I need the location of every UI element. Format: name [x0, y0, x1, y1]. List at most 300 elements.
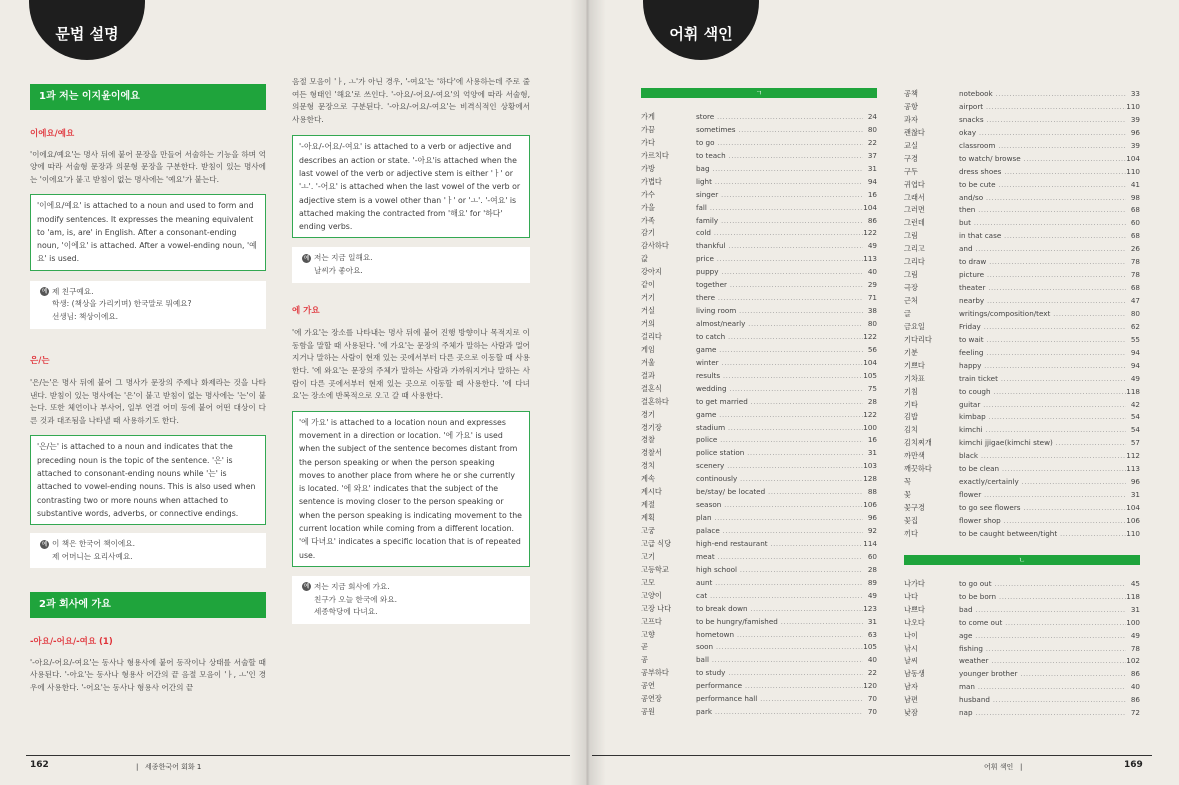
glossary-list-n	[904, 578, 1140, 720]
korean-word: 꼭	[904, 477, 911, 487]
english-meaning: ball .....	[696, 654, 863, 667]
example-line: 세종학당에 다녀요.	[314, 607, 378, 617]
glossary-entry	[904, 617, 1140, 630]
page-reference: 68	[1126, 230, 1140, 243]
page-reference: 41	[1126, 179, 1140, 192]
page-reference: 122	[863, 409, 877, 422]
korean-word: 감기	[641, 228, 655, 238]
english-meaning: park .....	[696, 706, 863, 719]
korean-word: 가끔	[641, 124, 655, 134]
glossary-entry	[641, 253, 877, 266]
glossary-entry	[641, 409, 877, 422]
korean-word: 겨울	[641, 357, 655, 367]
korean-word: 기차표	[904, 373, 925, 383]
page-reference: 86	[1126, 694, 1140, 707]
page-reference: 104	[863, 357, 877, 370]
korean-word: 기분	[904, 347, 918, 357]
english-meaning: and/so .....	[959, 192, 1126, 205]
page-reference: 54	[1126, 424, 1140, 437]
english-meaning: nearby .....	[959, 295, 1126, 308]
korean-word: 그리다	[904, 257, 925, 267]
glossary-entry	[904, 153, 1140, 166]
korean-word: 경기	[641, 409, 655, 419]
english-meaning: Friday .....	[959, 321, 1126, 334]
example-line: 저는 지금 회사에 가요.	[314, 581, 390, 591]
glossary-entry	[904, 424, 1140, 437]
page-reference: 112	[1126, 450, 1140, 463]
page-reference: 86	[863, 215, 877, 228]
english-meaning: price .....	[696, 253, 863, 266]
lesson-1-bar: 1과 저는 이지윤이에요	[30, 84, 266, 110]
glossary-entry	[904, 360, 1140, 373]
english-meaning: guitar .....	[959, 399, 1126, 412]
page-reference: 22	[863, 667, 877, 680]
glossary-entry	[904, 192, 1140, 205]
glossary-entry	[904, 373, 1140, 386]
english-meaning: results .....	[696, 370, 863, 383]
page-reference: 122	[863, 331, 877, 344]
glossary-entry	[904, 334, 1140, 347]
glossary-entry	[904, 437, 1140, 450]
korean-word: 계속	[641, 474, 655, 484]
english-meaning: classroom .....	[959, 140, 1126, 153]
english-meaning: kimchi .....	[959, 424, 1126, 437]
korean-word: 기타	[904, 399, 918, 409]
english-meaning: high-end restaurant .....	[696, 538, 863, 551]
example-icon: 예	[303, 254, 310, 262]
page-reference: 40	[863, 266, 877, 279]
page-reference: 29	[863, 279, 877, 292]
korean-word: 그리고	[904, 244, 925, 254]
korean-word: 기침	[904, 386, 918, 396]
page-reference: 80	[863, 318, 877, 331]
english-meaning: weather .....	[959, 655, 1126, 668]
korean-word: 고모	[641, 577, 655, 587]
english-meaning: to be cute .....	[959, 179, 1126, 192]
korean-word: 꽃	[904, 490, 911, 500]
korean-word: 결과	[641, 370, 655, 380]
book-gutter	[570, 0, 606, 785]
korean-word: 고양이	[641, 590, 662, 600]
glossary-entry	[641, 331, 877, 344]
glossary-entry	[904, 450, 1140, 463]
page-reference: 123	[863, 603, 877, 616]
page-reference: 16	[863, 434, 877, 447]
english-meaning: plan .....	[696, 512, 863, 525]
book-title-text: 세종한국어 회화 1	[145, 763, 202, 771]
korean-word: 나오다	[904, 617, 925, 627]
glossary-entry	[641, 344, 877, 357]
korean-word: 기쁘다	[904, 360, 925, 370]
korean-word: 나쁘다	[904, 604, 925, 614]
korean-word: 공연	[641, 681, 655, 691]
glossary-entry	[641, 564, 877, 577]
page-reference: 56	[863, 344, 877, 357]
glossary-entry	[641, 603, 877, 616]
page-reference: 98	[1126, 192, 1140, 205]
english-meaning: soon .....	[696, 641, 863, 654]
footer-book-title: | 세종한국어 회화 1	[136, 763, 202, 771]
glossary-entry	[904, 282, 1140, 295]
english-meaning: performance hall .....	[696, 693, 863, 706]
korean-word: 거기	[641, 293, 655, 303]
english-meaning: store .....	[696, 111, 863, 124]
example-line: 제 친구예요.	[52, 286, 94, 296]
glossary-entry	[641, 654, 877, 667]
korean-word: 고급 식당	[641, 538, 672, 548]
page-reference: 39	[1126, 114, 1140, 127]
korean-word: 고궁	[641, 526, 655, 535]
glossary-entry	[641, 370, 877, 383]
glossary-entry	[641, 616, 877, 629]
glossary-column-1	[641, 88, 877, 719]
korean-word: 꽃구경	[904, 503, 925, 512]
glossary-entry	[904, 230, 1140, 243]
glossary-entry	[641, 150, 877, 163]
page-reference: 114	[863, 538, 877, 551]
english-meaning: police .....	[696, 434, 863, 447]
page-reference: 94	[1126, 360, 1140, 373]
glossary-entry	[904, 502, 1140, 515]
korean-word: 극장	[904, 283, 918, 293]
korean-explanation-ieyo: '이에요/예요'는 명사 뒤에 붙어 문장을 만들어 서술하는 기능을 하며 억양에 따라 서술형 문장과 의문형 문장을 구분한다. 받침이 있는 명사에는 '이에요'가 붙고 받침이 없는 명사에는 '예요'가 붙는다.	[30, 149, 266, 184]
glossary-entry	[641, 512, 877, 525]
page-reference: 92	[863, 525, 877, 538]
korean-word: 그래서	[904, 192, 925, 202]
english-meaning: light .....	[696, 176, 863, 189]
english-explanation-ega: '에 가요' is attached to a location noun and expresses movement in a direction or location. '에 가요' is used when the subject of the sentence becomes distant from the person speaking or when the person speaking moves to another place from where he or she currently is located. '에 와요' indicates that the subject of the sentence is moving closer to the person speaking or when the person speaking is indicating movement to the current location while coming from a different location. '에 다녀요' indicates a specific location that is of repeated use.	[292, 411, 530, 567]
english-meaning: train ticket .....	[959, 373, 1126, 386]
english-meaning: performance .....	[696, 680, 863, 693]
glossary-entry	[904, 295, 1140, 308]
glossary-entry	[904, 347, 1140, 360]
glossary-entry	[641, 577, 877, 590]
english-meaning: to be clean .....	[959, 463, 1126, 476]
glossary-entry	[641, 460, 877, 473]
glossary-entry	[641, 422, 877, 435]
example-icon: 예	[41, 540, 48, 548]
korean-word: 걸리다	[641, 331, 662, 341]
section-title-eunneun: 은/는	[30, 355, 50, 366]
page-reference: 106	[1126, 515, 1140, 528]
glossary-entry	[641, 434, 877, 447]
glossary-entry	[904, 179, 1140, 192]
korean-word: 근처	[904, 296, 918, 305]
page-reference: 104	[1126, 502, 1140, 515]
english-meaning: to catch .....	[696, 331, 863, 344]
glossary-entry	[641, 240, 877, 253]
glossary-entry	[904, 489, 1140, 502]
korean-word: 끼다	[904, 528, 918, 538]
glossary-entry	[904, 321, 1140, 334]
korean-word: 귀엽다	[904, 179, 925, 189]
korean-word: 날씨	[904, 656, 918, 666]
korean-word: 낮잠	[904, 708, 918, 718]
grammar-header-badge	[29, 0, 145, 60]
page-reference: 49	[1126, 630, 1140, 643]
english-meaning: okay .....	[959, 127, 1126, 140]
page-reference: 49	[863, 240, 877, 253]
glossary-entry	[904, 166, 1140, 179]
english-meaning: wedding .....	[696, 383, 863, 396]
korean-word: 가볍다	[641, 176, 662, 186]
page-reference: 110	[1126, 101, 1140, 114]
english-meaning: game .....	[696, 409, 863, 422]
korean-explanation-ega: '에 가요'는 장소를 나타내는 명사 뒤에 붙어 진행 방향이나 목적지로 이동함을 말할 때 사용된다. '에 가요'는 문장의 주체가 말하는 사람과 멀어지거나 말하는 사람이 현재 있는 곳에서부터 다른 곳으로 이동할 때 사용한다. '에 와요'는 문장의 주체가 말하는 사람과 가까워지거나 말하는 사람이 다른 곳에서부터 현재 있는 곳으로 이동할 때 사용한다. '에 다녀요'는 장소에 반복적으로 오고 갈 때 사용한다.	[292, 328, 530, 401]
page-reference: 86	[1126, 668, 1140, 681]
korean-explanation-ayo: '-아요/-어요/-여요'는 동사나 형용사에 붙어 동작이나 상태를 서술할 때 사용된다. '-아요'는 동사나 형용사 어간의 끝 음절 모음이 'ㅏ, ㅗ'인 경우에 사용한다. '-어요'는 동사나 형용사 어간의 끝	[30, 657, 266, 693]
page-reference: 113	[1126, 463, 1140, 476]
english-meaning: to teach .....	[696, 150, 863, 163]
korean-word: 값	[641, 254, 648, 264]
english-meaning: and .....	[959, 243, 1126, 256]
korean-word: 기다리다	[904, 334, 932, 344]
page-reference: 113	[863, 253, 877, 266]
glossary-entry	[904, 269, 1140, 282]
page-reference: 24	[863, 111, 877, 124]
glossary-entry	[904, 707, 1140, 720]
english-meaning: in that case .....	[959, 230, 1126, 243]
page-reference: 60	[863, 551, 877, 564]
english-meaning: husband .....	[959, 694, 1126, 707]
english-meaning: to draw .....	[959, 256, 1126, 269]
korean-word: 고향	[641, 629, 655, 639]
glossary-entry	[904, 604, 1140, 617]
page-reference: 100	[1126, 617, 1140, 630]
glossary-entry	[641, 189, 877, 202]
korean-word: 글	[904, 308, 911, 318]
page-reference: 49	[1126, 373, 1140, 386]
english-meaning: but .....	[959, 217, 1126, 230]
english-meaning: be/stay/ be located .....	[696, 486, 863, 499]
english-meaning: to break down .....	[696, 603, 863, 616]
example-line: 제 어머니는 요리사예요.	[52, 551, 133, 561]
page-reference: 103	[863, 460, 877, 473]
page-reference: 78	[1126, 256, 1140, 269]
korean-word: 감사하다	[641, 241, 669, 251]
page-reference: 71	[863, 292, 877, 305]
korean-explanation-ayo-cont: 음절 모음이 'ㅏ, ㅗ'가 아닌 경우, '-여요'는 '하다'에 사용하는데 주로 줄여든 형태인 '해요'로 쓰인다. '-아요/-어요/-여요'의 억양에 따라 서술형, 의문형 문장으로 구분된다. '-아요/-어요/-여요'는 비격식적인 상황에서 사용한다.	[292, 77, 530, 124]
english-meaning: living room .....	[696, 305, 863, 318]
glossary-entry	[904, 386, 1140, 399]
korean-word: 경치	[641, 461, 655, 471]
glossary-entry	[904, 88, 1140, 101]
page-reference: 31	[863, 163, 877, 176]
korean-word: 나이	[904, 630, 918, 640]
english-meaning: meat .....	[696, 551, 863, 564]
english-meaning: dress shoes .....	[959, 166, 1126, 179]
english-meaning: scenery .....	[696, 460, 863, 473]
english-meaning: to go out .....	[959, 578, 1126, 591]
english-meaning: kimchi jjigae(kimchi stew) .....	[959, 437, 1126, 450]
english-meaning: to be hungry/famished .....	[696, 616, 863, 629]
page-reference: 45	[1126, 578, 1140, 591]
page-reference: 89	[863, 577, 877, 590]
glossary-entry	[641, 279, 877, 292]
glossary-entry	[641, 305, 877, 318]
english-meaning: cold .....	[696, 227, 863, 240]
korean-word: 꽃집	[904, 515, 918, 525]
page-reference: 42	[1126, 399, 1140, 412]
glossary-entry	[641, 357, 877, 370]
english-meaning: bad .....	[959, 604, 1126, 617]
english-meaning: singer .....	[696, 189, 863, 202]
page-reference: 88	[863, 486, 877, 499]
glossary-entry	[641, 641, 877, 654]
page-reference: 60	[1126, 217, 1140, 230]
korean-word: 경찰서	[641, 448, 662, 458]
glossary-entry	[904, 630, 1140, 643]
example-line: 친구가 오늘 한국에 와요.	[314, 594, 398, 604]
page-reference: 78	[1126, 643, 1140, 656]
page-reference: 96	[1126, 127, 1140, 140]
footer-title-text: 어휘 색인	[984, 763, 1014, 771]
glossary-entry	[904, 655, 1140, 668]
glossary-entry	[904, 578, 1140, 591]
english-meaning: snacks .....	[959, 114, 1126, 127]
glossary-entry	[641, 124, 877, 137]
glossary-entry	[904, 528, 1140, 541]
footer-divider	[26, 755, 570, 756]
page-reference: 39	[1126, 140, 1140, 153]
page-reference: 118	[1126, 386, 1140, 399]
page-reference: 63	[863, 629, 877, 642]
glossary-entry	[904, 114, 1140, 127]
section-band-n: ㄴ	[904, 555, 1140, 565]
korean-word: 김치	[904, 425, 918, 435]
english-meaning: thankful .....	[696, 240, 863, 253]
glossary-entry	[641, 590, 877, 603]
english-meaning: puppy .....	[696, 266, 863, 279]
left-page	[0, 0, 586, 785]
glossary-entry	[641, 629, 877, 642]
korean-word: 공책	[904, 89, 918, 98]
english-meaning: almost/nearly .....	[696, 318, 863, 331]
glossary-entry	[904, 681, 1140, 694]
english-meaning: to wait .....	[959, 334, 1126, 347]
english-meaning: fishing .....	[959, 643, 1126, 656]
glossary-entry	[904, 668, 1140, 681]
english-meaning: to go .....	[696, 137, 863, 150]
english-meaning: man .....	[959, 681, 1126, 694]
page-reference: 110	[1126, 166, 1140, 179]
glossary-entry	[641, 318, 877, 331]
english-meaning: picture .....	[959, 269, 1126, 282]
page-reference: 78	[1126, 269, 1140, 282]
korean-word: 그런데	[904, 218, 925, 228]
english-meaning: kimbap .....	[959, 411, 1126, 424]
english-meaning: to watch/ browse .....	[959, 153, 1126, 166]
korean-word: 같이	[641, 280, 655, 290]
korean-word: 나다	[904, 591, 918, 601]
glossary-entry	[641, 396, 877, 409]
glossary-entry	[904, 694, 1140, 707]
index-header-title: 어휘 색인	[669, 25, 733, 43]
glossary-entry	[641, 215, 877, 228]
page-reference: 128	[863, 473, 877, 486]
korean-word: 고프다	[641, 616, 662, 626]
glossary-entry	[641, 525, 877, 538]
page-reference: 38	[863, 305, 877, 318]
english-meaning: to come out .....	[959, 617, 1126, 630]
korean-word: 계절	[641, 500, 655, 510]
glossary-entry	[641, 551, 877, 564]
page-reference: 47	[1126, 295, 1140, 308]
page-reference: 22	[863, 137, 877, 150]
page-reference: 37	[863, 150, 877, 163]
page-reference: 80	[863, 124, 877, 137]
korean-word: 공원	[641, 707, 655, 717]
example-line: 날씨가 좋아요.	[314, 266, 363, 276]
korean-word: 경기장	[641, 422, 662, 432]
korean-word: 거실	[641, 306, 655, 316]
korean-word: 그러면	[904, 205, 925, 215]
example-line: 학생: (책상을 가리키며) 한국말로 뭐예요?	[52, 299, 192, 309]
english-meaning: winter .....	[696, 357, 863, 370]
english-meaning: to go see flowers .....	[959, 502, 1126, 515]
english-meaning: flower .....	[959, 489, 1126, 502]
glossary-entry	[641, 706, 877, 719]
glossary-entry	[641, 473, 877, 486]
korean-word: 고장 나다	[641, 603, 672, 613]
korean-word: 결혼하다	[641, 396, 669, 406]
page-reference: 110	[1126, 528, 1140, 541]
glossary-entry	[641, 202, 877, 215]
english-meaning: notebook .....	[959, 88, 1126, 101]
korean-word: 나가다	[904, 578, 925, 588]
english-meaning: high school .....	[696, 564, 863, 577]
english-meaning: to get married .....	[696, 396, 863, 409]
page-reference: 31	[863, 616, 877, 629]
example-icon: 예	[41, 288, 48, 296]
english-meaning: airport .....	[959, 101, 1126, 114]
korean-word: 교실	[904, 140, 918, 150]
glossary-entry	[641, 538, 877, 551]
korean-word: 과자	[904, 114, 918, 124]
glossary-entry	[641, 447, 877, 460]
english-explanation-ayo: '-아요/-어요/-여요' is attached to a verb or adjective and describes an action or state. '-아요'is attached when the last vowel of the verb or adjective stem is either 'ㅏ' or 'ㅗ'. '-어요' is attached when the last vowel of the verb or adjective stem is a vowel other than 'ㅏ' or 'ㅗ'. '-여요' is attached making the contracted from '해요' for '하다' ending verbs.	[292, 135, 530, 238]
section-title-ieyo: 이에요/예요	[30, 129, 75, 139]
glossary-entry	[904, 101, 1140, 114]
glossary-column-2	[904, 88, 1140, 720]
section-title-ega: 에 가요	[292, 305, 320, 316]
english-meaning: cat .....	[696, 590, 863, 603]
english-meaning: family .....	[696, 215, 863, 228]
korean-word: 공연장	[641, 694, 662, 704]
glossary-entry	[904, 399, 1140, 412]
english-meaning: flower shop .....	[959, 515, 1126, 528]
page-reference: 33	[1126, 88, 1140, 101]
korean-word: 공항	[904, 101, 918, 111]
korean-word: 계획	[641, 513, 655, 523]
glossary-entry	[641, 680, 877, 693]
page-reference: 40	[863, 654, 877, 667]
korean-word: 구두	[904, 166, 918, 176]
english-meaning: sometimes .....	[696, 124, 863, 137]
korean-word: 공	[641, 655, 648, 665]
footer-divider	[592, 755, 1152, 756]
english-meaning: nap .....	[959, 707, 1126, 720]
page-reference: 72	[1126, 707, 1140, 720]
english-meaning: game .....	[696, 344, 863, 357]
korean-word: 그림	[904, 270, 918, 280]
lesson-2-bar: 2과 회사에 가요	[30, 592, 266, 618]
page-reference: 62	[1126, 321, 1140, 334]
korean-word: 구경	[904, 153, 918, 163]
glossary-entry	[904, 256, 1140, 269]
glossary-entry	[641, 292, 877, 305]
korean-word: 가을	[641, 202, 655, 212]
